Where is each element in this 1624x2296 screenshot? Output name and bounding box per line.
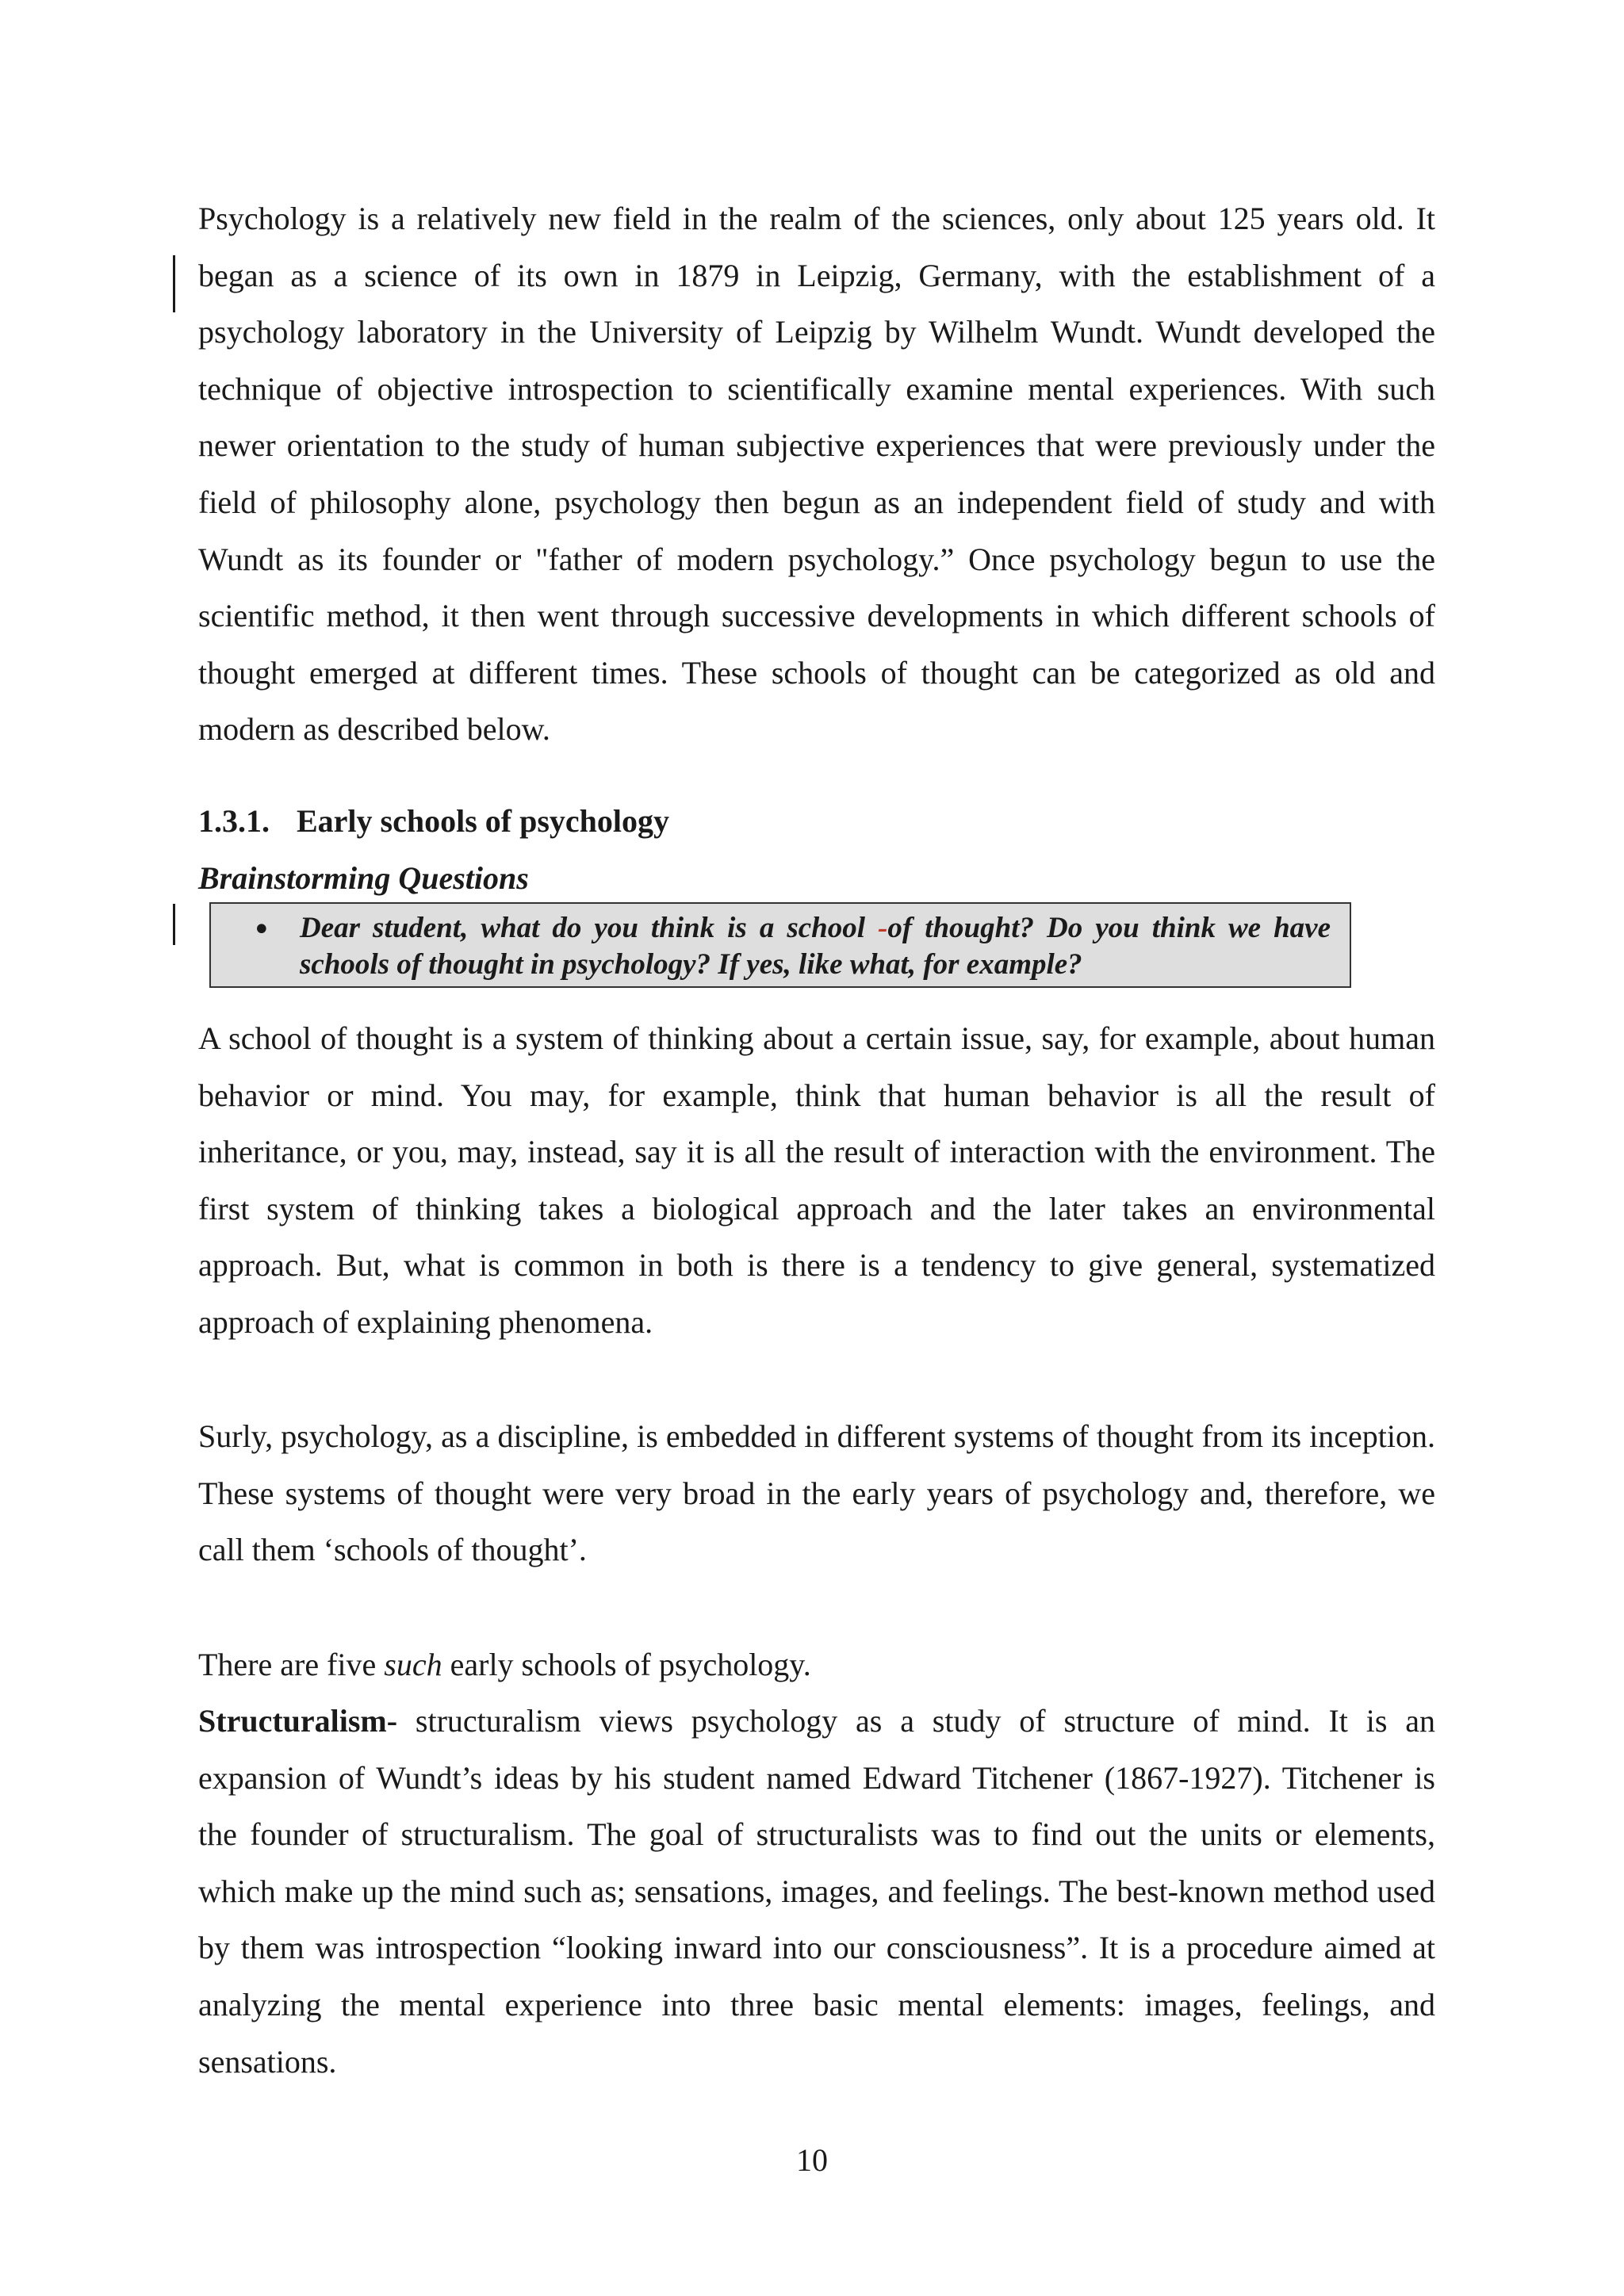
brainstorm-question-box <box>209 902 1351 988</box>
section-heading <box>198 799 669 844</box>
surly-paragraph: Surly, psychology, as a discipline, is embedded in different systems of thought from its inception. These systems of thought were very broad in the early years of psychology and, therefore, we call them ‘schools of thought’. <box>198 1418 1435 1568</box>
page-number: 10 <box>796 2142 828 2178</box>
section-number: 1.3.1. <box>198 803 270 839</box>
five-schools-sentence: There are five such early schools of psychology. <box>198 1647 811 1682</box>
structuralism-paragraph: Structuralism- structuralism views psychology as a study of structure of mind. It is an expansion of Wundt’s ideas by his student named Edward Titchener (1867-1927). Titchener is the founder of structuralism. The goal of structuralists was to find out the units or elements, which make up the mind such as; sensations, images, and feelings. The best-known method used by them was introspection “looking inward into our consciousness”. It is a procedure aimed at analyzing the mental experience into three basic mental elements: images, feelings, and sensations. <box>198 1703 1435 2080</box>
structuralism-term: Structuralism- <box>198 1703 398 1739</box>
emphasis-such: such <box>384 1647 442 1682</box>
section-title: Early schools of psychology <box>297 803 670 839</box>
tracked-deletion-mark: - <box>878 912 888 944</box>
bullet-marker: • <box>252 912 271 948</box>
brainstorm-heading: Brainstorming Questions <box>198 860 529 896</box>
revision-change-bar <box>173 904 175 945</box>
revision-change-bar <box>173 255 175 312</box>
intro-paragraph: Psychology is a relatively new field in the realm of the sciences, only about 125 years old. It began as a science of its own in 1879 in Leipzig, Germany, with the establishment of a psychology laboratory in the University of Leipzig by Wilhelm Wundt. Wundt developed the technique of objective introspection to scientifically examine mental experiences. With such newer orientation to the study of human subjective experiences that were previously under the field of philosophy alone, psychology then begun as an independent field of study and with Wundt as its founder or "father of modern psychology.” Once psychology begun to use the scientific method, it then went through successive developments in which different schools of thought emerged at different times. These schools of thought can be categorized as old and modern as described below. <box>198 201 1435 748</box>
brainstorm-question: Dear student, what do you think is a school -of thought? Do you think we have schools of thought in psychology? If yes, like what, for example? <box>300 912 1331 981</box>
school-definition-paragraph: A school of thought is a system of thinking about a certain issue, say, for example, about human behavior or mind. You may, for example, think that human behavior is all the result of inheritance, or you, may, instead, say it is all the result of interaction with the environment. The first system of thinking takes a biological approach and the later takes an environmental approach. But, what is common in both is there is a tendency to give general, systematized approach of explaining phenomena. <box>198 1020 1435 1340</box>
